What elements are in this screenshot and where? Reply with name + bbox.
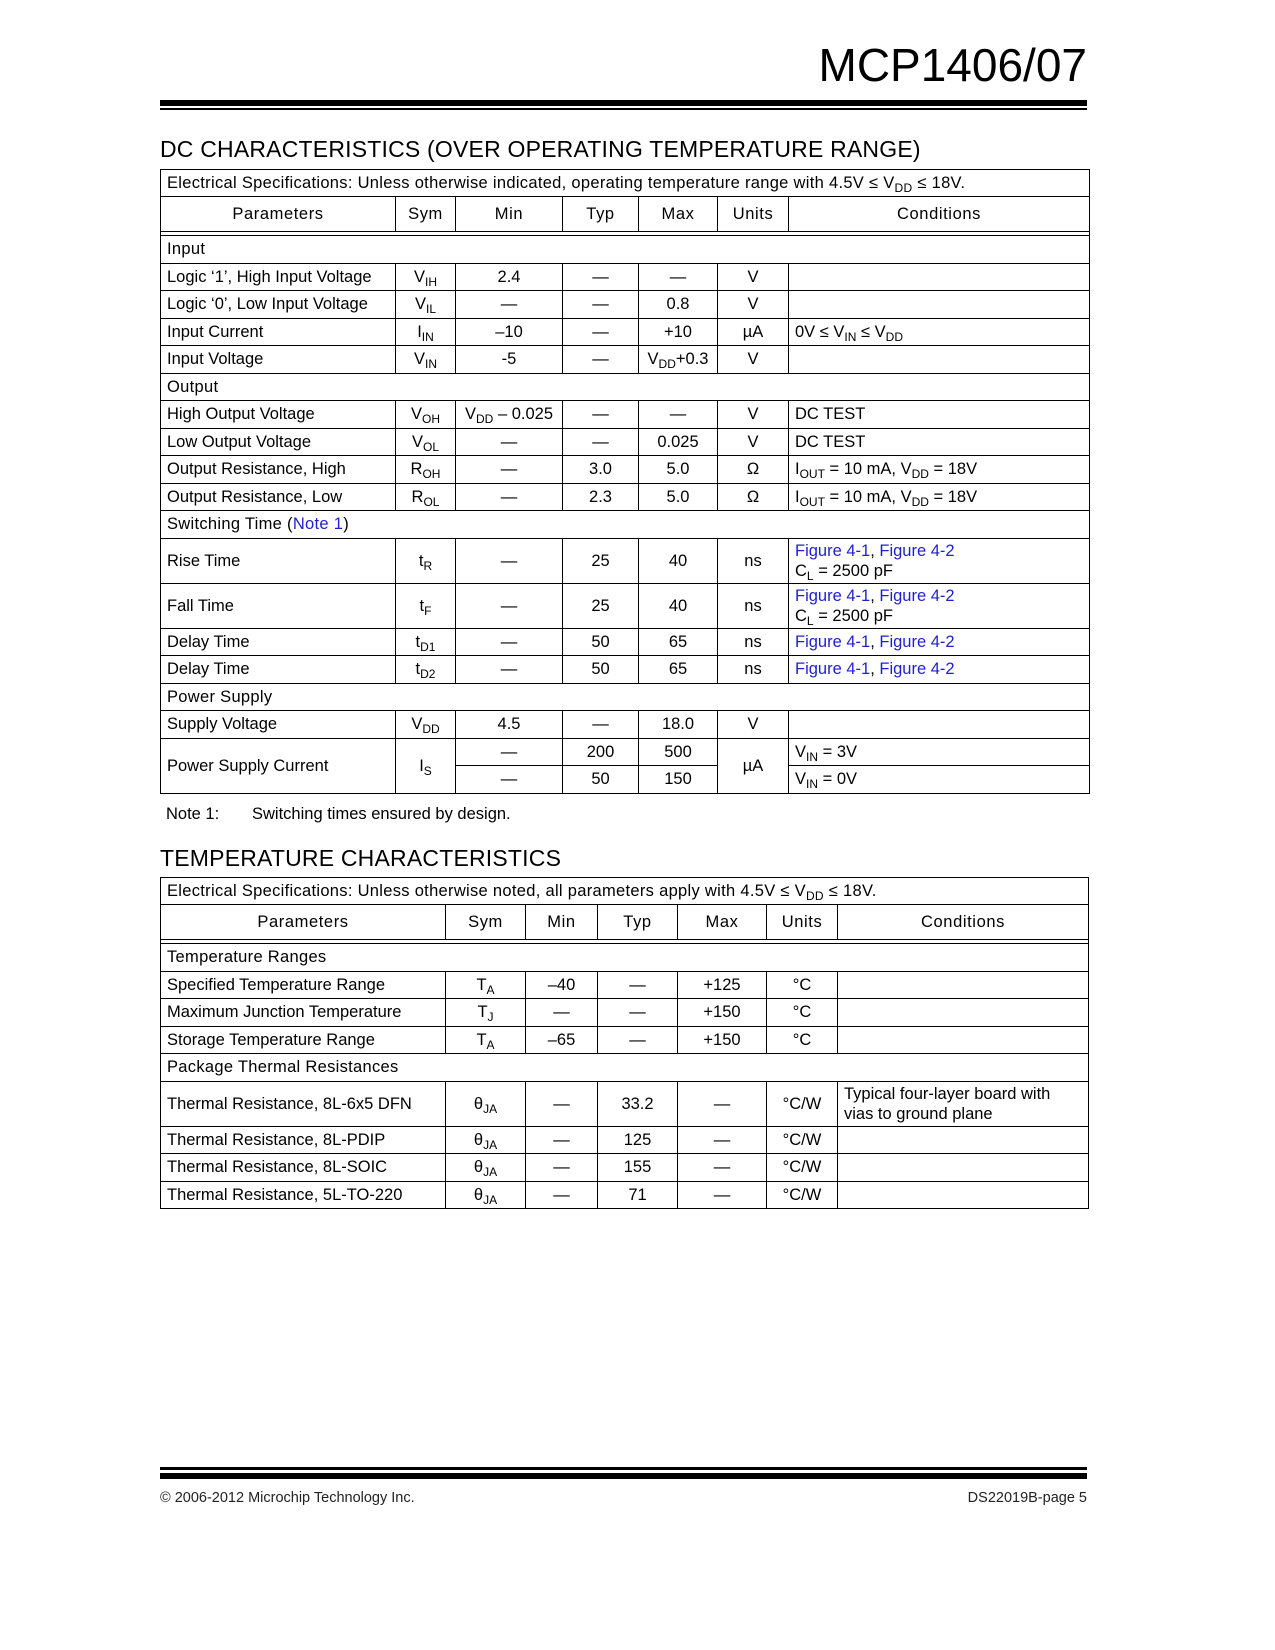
dc-characteristics-table: [160, 169, 1090, 794]
temp-spec-banner: Electrical Specifications: Unless otherwise noted, all parameters apply with $4.5V \le V_{DD} \le 18V$.: [161, 878, 1089, 905]
group-input: Input: [161, 236, 1090, 264]
table-row: Delay Time $t_{D2}$ — 50 65 ns Figure 4-1, Figure 4-2: [161, 656, 1090, 684]
table-row: Thermal Resistance, 8L-SOIC $\theta_{JA}$ — 155 — °C/W: [161, 1154, 1089, 1182]
dc-spec-banner: Electrical Specifications: Unless otherwise indicated, operating temperature range with $4.5V \le V_{DD} \le 18V$.: [161, 170, 1090, 197]
table-row: Thermal Resistance, 8L-6x5 DFN $\theta_{JA}$ — 33.2 — °C/W Typical four-layer board with vias to ground plane: [161, 1081, 1089, 1126]
table-row: Input Current $I_{IN}$ –10 — +10 µA $0V \le V_{IN} \le V_{DD}$: [161, 318, 1090, 346]
table-row: Specified Temperature Range $T_A$ –40 — +125 °C: [161, 971, 1089, 999]
table-row: Logic ‘0’, Low Input Voltage $V_{IL}$ — — 0.8 V: [161, 291, 1090, 319]
group-output: Output: [161, 373, 1090, 401]
col-header-typ: Typ: [598, 905, 678, 940]
figure-4-1-link[interactable]: Figure 4-1: [795, 632, 871, 651]
table-row: Power Supply Current $I_S$ — 200 500 µA $V_{IN} = 3V$: [161, 738, 1090, 766]
note-label: Note 1:: [166, 805, 220, 823]
figure-4-1-link[interactable]: Figure 4-1: [795, 660, 871, 679]
figure-4-2-link[interactable]: Figure 4-2: [879, 541, 955, 560]
footer-rule-thick: [160, 1473, 1087, 1479]
footer-rule-thin: [160, 1467, 1087, 1470]
table-row: — 50 150 $V_{IN} = 0V$: [161, 766, 1090, 794]
table-row: Maximum Junction Temperature $T_J$ — — +150 °C: [161, 999, 1089, 1027]
col-header-sym: Sym: [446, 905, 526, 940]
temperature-characteristics-table: [160, 877, 1089, 1209]
dc-header-row: [161, 197, 1090, 232]
header-rule-thin: [160, 108, 1087, 110]
table-row: Thermal Resistance, 5L-TO-220 $\theta_{JA}$ — 71 — °C/W: [161, 1181, 1089, 1209]
figure-4-2-link[interactable]: Figure 4-2: [879, 632, 955, 651]
table-row: Logic ‘1’, High Input Voltage $V_{IH}$ 2.4 — — V: [161, 263, 1090, 291]
footer-page-number: DS22019B-page 5: [967, 1490, 1087, 1506]
header-rule-thick: [160, 100, 1087, 106]
col-header-parameters: Parameters: [161, 197, 396, 232]
group-temperature-ranges: Temperature Ranges: [161, 944, 1089, 972]
col-header-units: Units: [767, 905, 838, 940]
col-header-units: Units: [718, 197, 789, 232]
col-header-max: Max: [639, 197, 718, 232]
figure-4-1-link[interactable]: Figure 4-1: [795, 586, 871, 605]
table-row: Input Voltage $V_{IN}$ -5 — $V_{DD}+0.3$ V: [161, 346, 1090, 374]
col-header-max: Max: [678, 905, 767, 940]
table-row: Output Resistance, Low $R_{OL}$ — 2.3 5.0 Ω $I_{OUT} = 10$ mA, $V_{DD} = 18V$: [161, 483, 1090, 511]
document-title: MCP1406/07: [818, 39, 1087, 91]
table-row: Rise Time $t_R$ — 25 40 ns Figure 4-1, Figure 4-2 $C_L = 2500$ pF: [161, 538, 1090, 583]
footer-copyright: © 2006-2012 Microchip Technology Inc.: [160, 1490, 415, 1506]
table-row: Delay Time $t_{D1}$ — 50 65 ns Figure 4-1, Figure 4-2: [161, 628, 1090, 656]
col-header-typ: Typ: [563, 197, 639, 232]
group-power-supply: Power Supply: [161, 683, 1090, 711]
group-package-thermal-resistances: Package Thermal Resistances: [161, 1054, 1089, 1082]
col-header-conditions: Conditions: [838, 905, 1089, 940]
figure-4-2-link[interactable]: Figure 4-2: [879, 586, 955, 605]
col-header-conditions: Conditions: [789, 197, 1090, 232]
table-row: Output Resistance, High $R_{OH}$ — 3.0 5.0 Ω $I_{OUT} = 10$ mA, $V_{DD} = 18V$: [161, 456, 1090, 484]
figure-4-2-link[interactable]: Figure 4-2: [879, 660, 955, 679]
col-header-parameters: Parameters: [161, 905, 446, 940]
note-text: Switching times ensured by design.: [252, 805, 511, 823]
table-row: Supply Voltage $V_{DD}$ 4.5 — 18.0 V: [161, 711, 1090, 739]
table-row: High Output Voltage $V_{OH}$ $V_{DD} - 0.025$ — — V DC TEST: [161, 401, 1090, 429]
table-row: Storage Temperature Range $T_A$ –65 — +150 °C: [161, 1026, 1089, 1054]
col-header-sym: Sym: [396, 197, 456, 232]
figure-4-1-link[interactable]: Figure 4-1: [795, 541, 871, 560]
table-row: Low Output Voltage $V_{OL}$ — — 0.025 V DC TEST: [161, 428, 1090, 456]
table-row: Thermal Resistance, 8L-PDIP $\theta_{JA}$ — 125 — °C/W: [161, 1126, 1089, 1154]
temp-header-row: [161, 905, 1089, 940]
dc-note: [166, 805, 511, 824]
note-1-link[interactable]: Note 1: [292, 515, 344, 534]
group-switching-time: Switching Time (Note 1): [161, 511, 1090, 539]
col-header-min: Min: [456, 197, 563, 232]
temperature-characteristics-title: TEMPERATURE CHARACTERISTICS: [160, 845, 562, 871]
table-row: Fall Time $t_F$ — 25 40 ns Figure 4-1, Figure 4-2 $C_L = 2500$ pF: [161, 583, 1090, 628]
dc-characteristics-title: DC CHARACTERISTICS (OVER OPERATING TEMPERATURE RANGE): [160, 136, 921, 162]
col-header-min: Min: [526, 905, 598, 940]
